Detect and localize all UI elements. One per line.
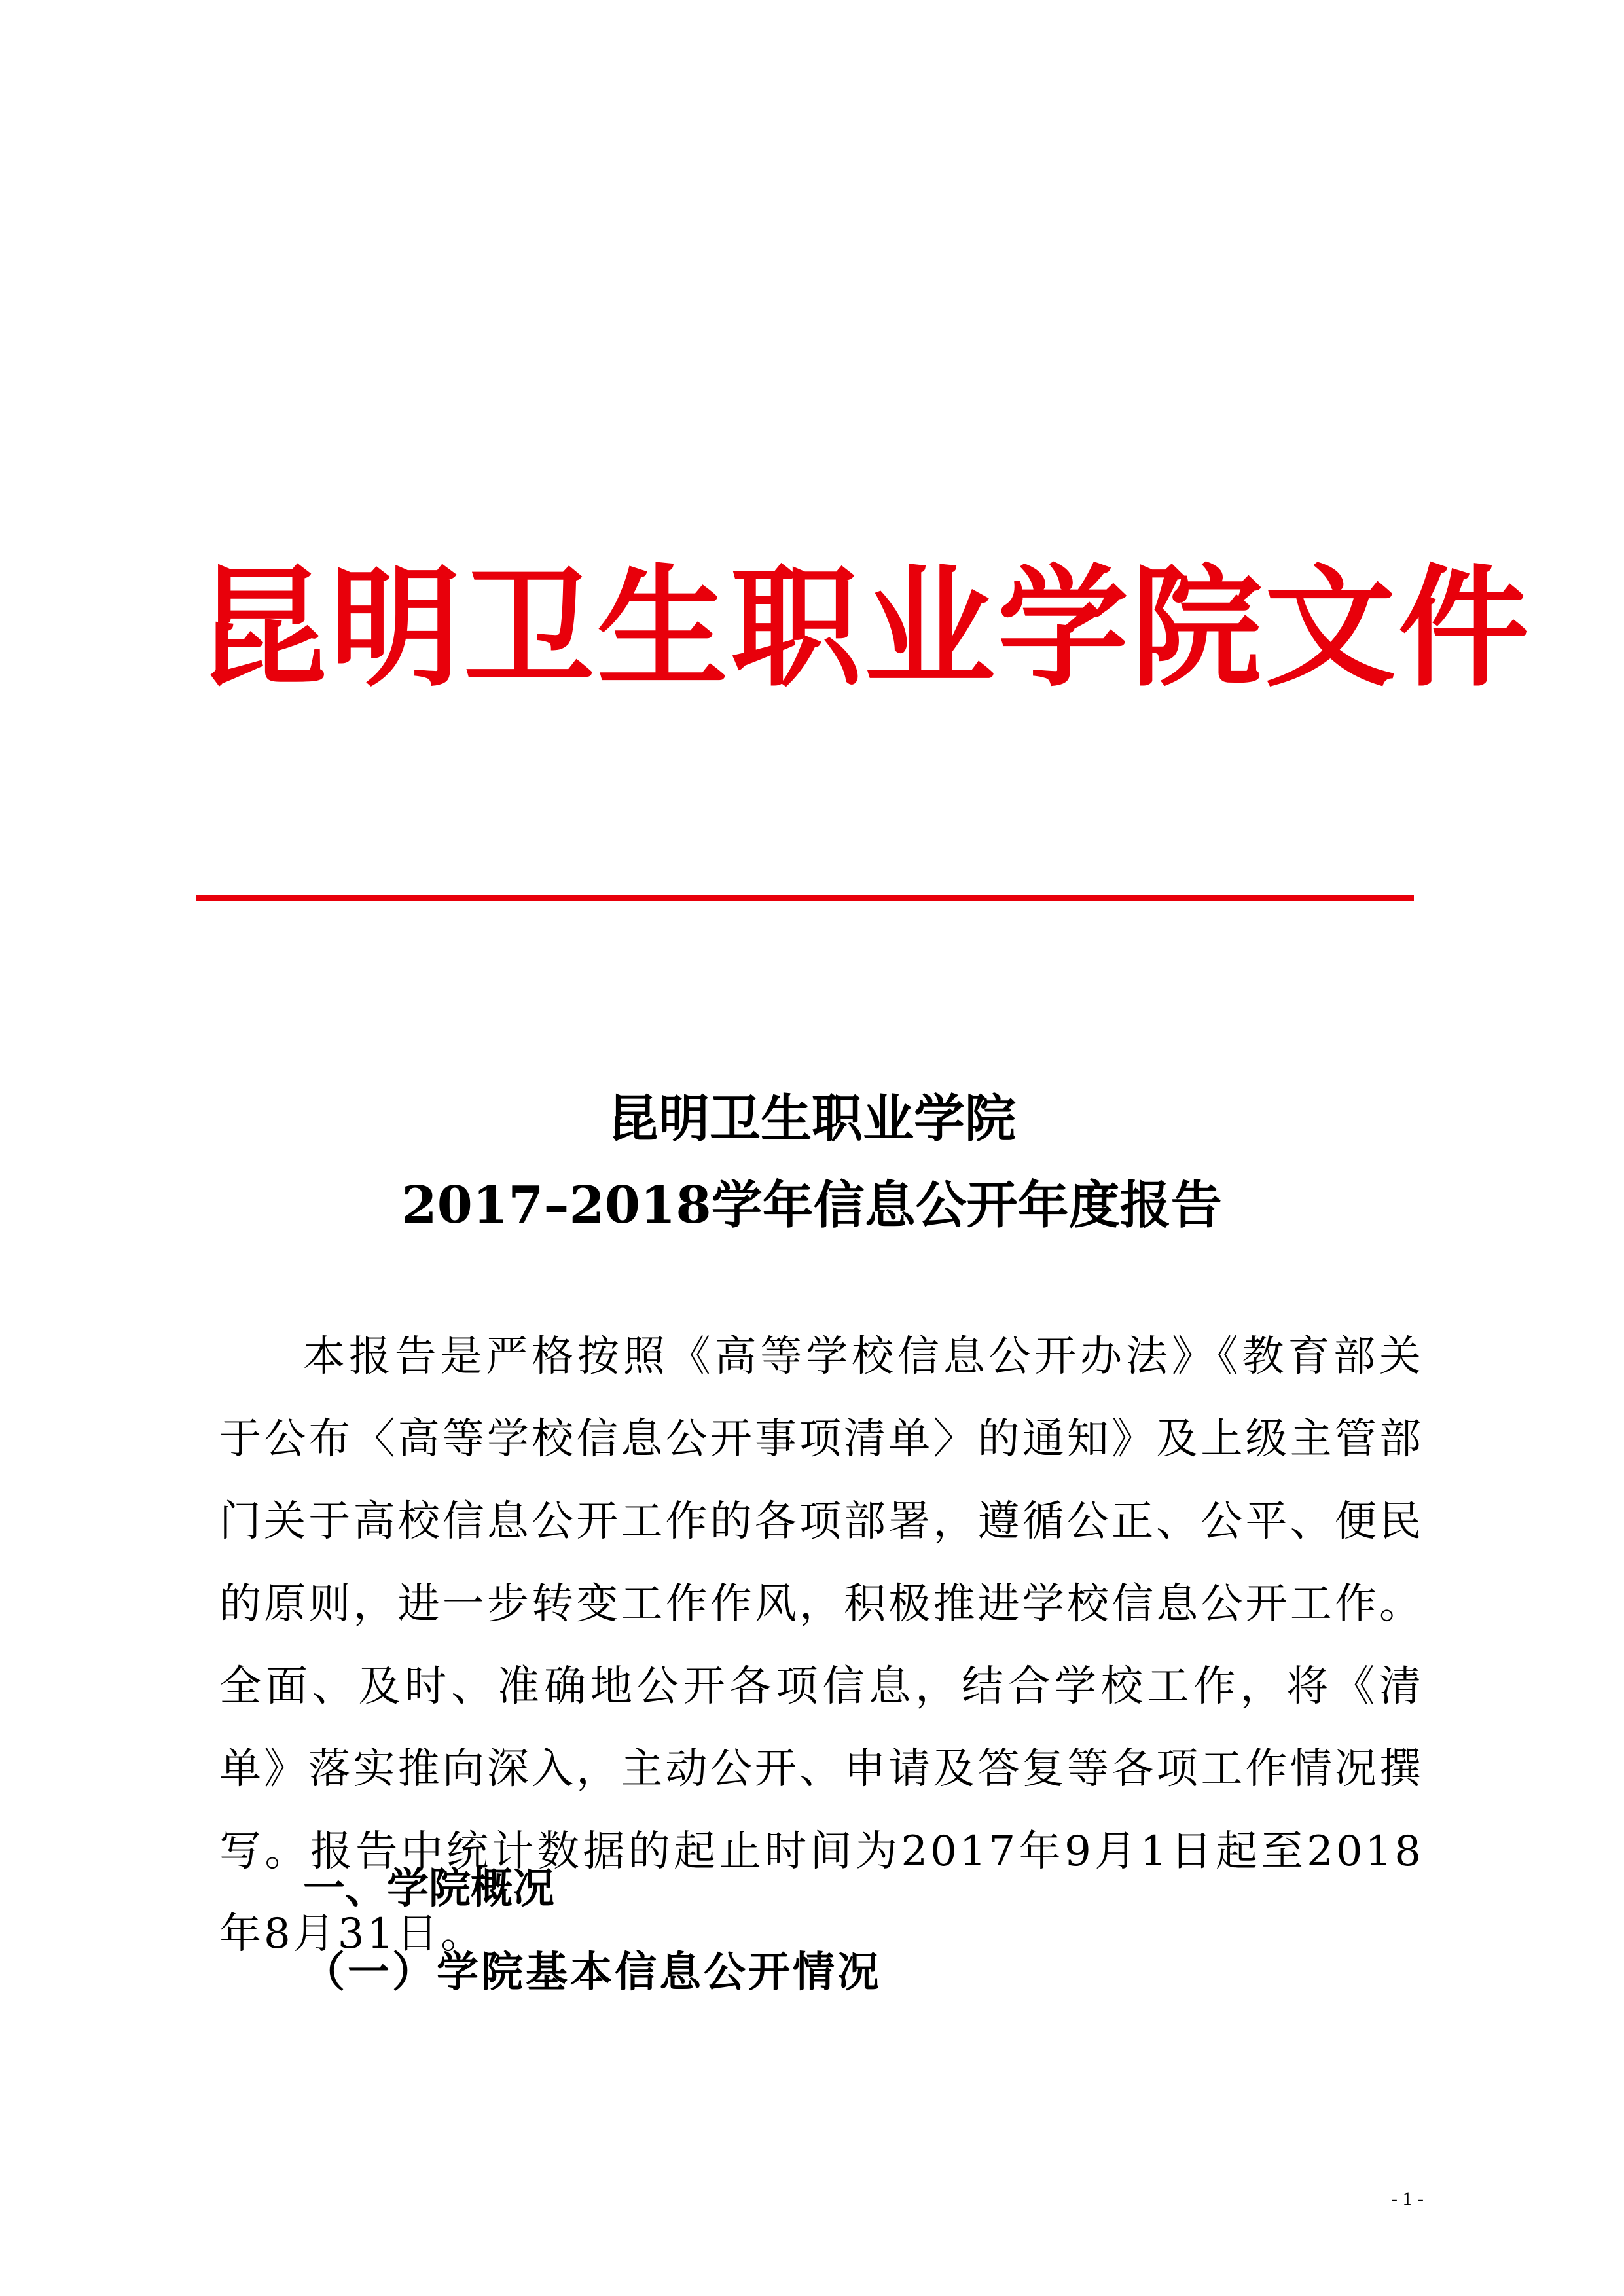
report-title-line2: 2017–2018学年信息公开年度报告 bbox=[401, 1175, 1222, 1235]
red-header-title: 昆明卫生职业学院文件 bbox=[196, 551, 1532, 705]
intro-paragraph: 本报告是严格按照《高等学校信息公开办法》《教育部关于公布〈高等学校信息公开事项清单〉的通知》及上级主管部门关于高校信息公开工作的各项部署，遵循公正、公平、便民的原则，进一步转变工作作风，积极推进学校信息公开工作。全面、及时、准确地公开各项信息，结合学校工作，将《清单》落实推向深入，主动公开、申请及答复等各项工作情况撰写。报告中统计数据的起止时间为2017年9月1日起至2018年8月31日。 bbox=[219, 1333, 1424, 1958]
subsection-heading-basic-info: （一）学院基本信息公开情况 bbox=[303, 1948, 882, 1997]
page-number: - 1 - bbox=[1391, 2188, 1424, 2210]
report-title-line1: 昆明卫生职业学院 bbox=[607, 1089, 1016, 1149]
section-heading-overview: 一、学院概况 bbox=[303, 1865, 554, 1913]
red-divider-line bbox=[196, 895, 1414, 901]
